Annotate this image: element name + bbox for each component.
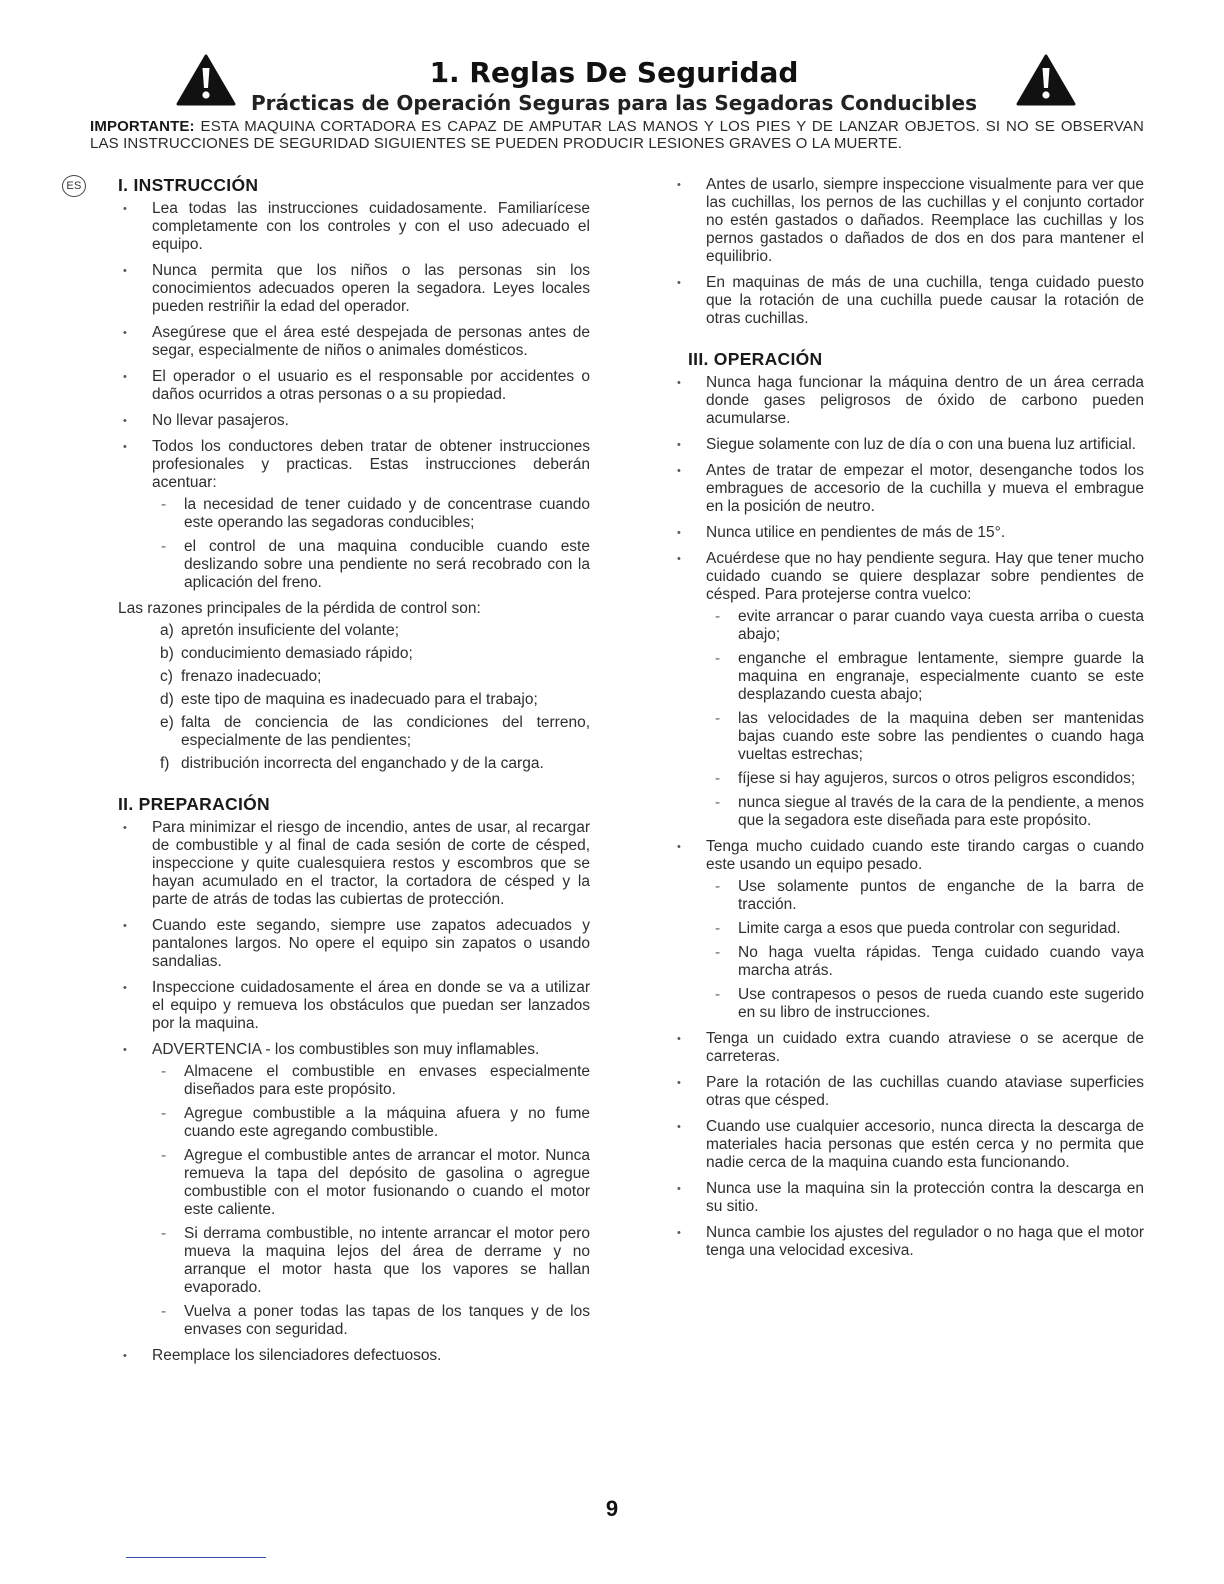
list-item: • Reemplace los silenciadores defectuosos. [118,1347,590,1365]
list-item-text: Tenga mucho cuidado cuando este tirando cargas o cuando este usando un equipo pesado. [706,838,1144,873]
important-label: IMPORTANTE: [90,118,195,135]
reason-item [160,691,590,709]
list-item: • Antes de tratar de empezar el motor, desenganche todos los embragues de accesorio de la cuchilla y mueva el embrague en la posición de neutro. [672,462,1144,516]
reason-key: a) [160,622,174,639]
sub-list-item: - la necesidad de tener cuidado y de concentrase cuando este operando las segadoras conducibles; [152,496,590,532]
sub-list-item: - Vuelva a poner todas las tapas de los tanques y de los envases con seguridad. [152,1303,590,1339]
sub-list-item: - No haga vuelta rápidas. Tenga cuidado cuando vaya marcha atrás. [706,944,1144,980]
right-column [672,176,1144,1268]
important-notice [90,118,1144,152]
sub-list-item: - nunca siegue al través de la cara de la pendiente, a menos que la segadora este diseñada para este propósito. [706,794,1144,830]
section-instruccion [66,175,590,195]
footer-divider [126,1557,266,1558]
sub-list-item: - evite arrancar o parar cuando vaya cuesta arriba o cuesta abajo; [706,608,1144,644]
section-operacion [688,350,1144,368]
list-item: • En maquinas de más de una cuchilla, tenga cuidado puesto que la rotación de una cuchilla puede causar la rotación de otras cuchillas. [672,274,1144,328]
warning-triangle-icon [1016,54,1076,106]
reason-text: conducimiento demasiado rápido; [181,645,413,662]
list-item: • Siegue solamente con luz de día o con una buena luz artificial. [672,436,1144,454]
sub-list-item: - Limite carga a esos que pueda controlar con seguridad. [706,920,1144,938]
list-item [672,550,1144,830]
list-item [118,438,590,592]
sub-list [152,496,590,592]
sub-list [706,608,1144,830]
reason-text: distribución incorrecta del enganchado y de la carga. [181,755,544,772]
list-item: • Nunca haga funcionar la máquina dentro de un área cerrada donde gases peligrosos de óxido de carbono pueden acumularse. [672,374,1144,428]
section-preparacion [118,795,590,813]
preparacion-list-continued [672,176,1144,328]
list-item: • Antes de usarlo, siempre inspeccione visualmente para ver que las cuchillas, los pernos de las cuchillas y el conjunto cortador no estén gastados o dañados. Reemplace las cuchillas y los pernos gastados o dañados de dos en dos para mantener el equilibrio. [672,176,1144,266]
reason-key: b) [160,645,174,662]
list-item: • Asegúrese que el área esté despejada de personas antes de segar, especialmente de niños o animales domésticos. [118,324,590,360]
section-title: I. INSTRUCCIÓN [118,175,259,195]
sub-list-item: - Almacene el combustible en envases especialmente diseñados para este propósito. [152,1063,590,1099]
list-item: • Nunca utilice en pendientes de más de 15°. [672,524,1144,542]
reason-key: e) [160,714,174,731]
reason-text: frenazo inadecuado; [181,668,322,685]
list-item: • Lea todas las instrucciones cuidadosamente. Familiarícese completamente con los controles y con el uso adecuado el equipo. [118,200,590,254]
instruccion-list [118,200,590,592]
list-item [118,1041,590,1339]
page-title: 1. Reglas De Seguridad [429,56,799,89]
list-item: • No llevar pasajeros. [118,412,590,430]
list-item-text: ADVERTENCIA - los combustibles son muy inflamables. [152,1041,540,1058]
list-item-text: Todos los conductores deben tratar de obtener instrucciones profesionales y practicas. Estas instrucciones deberán acentuar: [152,438,590,491]
sub-list-item: - Si derrama combustible, no intente arrancar el motor pero mueva la maquina lejos del área de derrame y no arranque el motor hasta que los vapores se hallan evaporado. [152,1225,590,1297]
list-item: • El operador o el usuario es el responsable por accidentes o daños ocurridos a otras personas o a su propiedad. [118,368,590,404]
list-item: • Nunca cambie los ajustes del regulador o no haga que el motor tenga una velocidad excesiva. [672,1224,1144,1260]
language-es-icon: ES [62,175,86,197]
list-item: • Cuando use cualquier accesorio, nunca directa la descarga de materiales hacia personas que estén cerca y no permita que nadie cerca de la maquina cuando esta funcionando. [672,1118,1144,1172]
sub-list-item: - Use solamente puntos de enganche de la barra de tracción. [706,878,1144,914]
reason-key: d) [160,691,174,708]
reason-key: f) [160,755,170,772]
section-title: II. PREPARACIÓN [118,794,270,814]
page-number: 9 [605,1496,619,1521]
preparacion-list [118,819,590,1365]
page-subtitle: Prácticas de Operación Seguras para las Segadoras Conducibles [251,91,977,115]
list-item [672,838,1144,1022]
list-item: • Nunca use la maquina sin la protección contra la descarga en su sitio. [672,1180,1144,1216]
warning-triangle-icon [176,54,236,106]
reason-text: apretón insuficiente del volante; [181,622,400,639]
page-header [240,56,988,116]
reason-text: este tipo de maquina es inadecuado para el trabajo; [181,691,538,708]
sub-list-item: - el control de una maquina conducible cuando este deslizando sobre una pendiente no será recobrado con la aplicación del freno. [152,538,590,592]
sub-list-item: - Agregue combustible a la máquina afuera y no fume cuando este agregando combustible. [152,1105,590,1141]
reason-item [160,645,590,663]
section-title: III. OPERACIÓN [688,349,823,369]
sub-list-item: - fíjese si hay agujeros, surcos o otros peligros escondidos; [706,770,1144,788]
reason-item [160,714,590,750]
list-item: • Pare la rotación de las cuchillas cuando ataviase superficies otras que césped. [672,1074,1144,1110]
left-column [66,175,590,1373]
sub-list-item: - enganche el embrague lentamente, siempre guarde la maquina en engranaje, especialmente cuanto se este desplazando cuesta abajo; [706,650,1144,704]
sub-list-item: - Agregue el combustible antes de arrancar el motor. Nunca remueva la tapa del depósito de gasolina o agregue combustible con el motor fusionando o cuando el motor este caliente. [152,1147,590,1219]
list-item: • Cuando este segando, siempre use zapatos adecuados y pantalones largos. No opere el equipo sin zapatos o usando sandalias. [118,917,590,971]
reason-item [160,668,590,686]
sub-list-item: - las velocidades de la maquina deben ser mantenidas bajas cuando este sobre las pendientes o cuando haga vueltas estrechas; [706,710,1144,764]
important-text: ESTA MAQUINA CORTADORA ES CAPAZ DE AMPUTAR LAS MANOS Y LOS PIES Y DE LANZAR OBJETOS. SI NO SE OBSERVAN LAS INSTRUCCIONES DE SEGURIDAD SIGUIENTES SE PUEDEN PRODUCIR LESIONES GRAVES O LA MUERTE. [90,118,1144,152]
sub-list [152,1063,590,1339]
sub-list [706,878,1144,1022]
list-item: • Tenga un cuidado extra cuando atraviese o se acerque de carreteras. [672,1030,1144,1066]
list-item: • Nunca permita que los niños o las personas sin los conocimientos adecuados operen la segadora. Leyes locales pueden restriñir la edad del operador. [118,262,590,316]
operacion-list [672,374,1144,1260]
list-item: • Para minimizar el riesgo de incendio, antes de usar, al recargar de combustible y al final de cada sesión de corte de césped, inspeccione y quite cualesquiera restos y escombros que se hayan acumulado en el tractor, la cortadora de césped y la parte de atrás de todas las cubiertas de protección. [118,819,590,909]
reasons-intro: Las razones principales de la pérdida de control son: [118,600,481,617]
reason-item [160,755,590,773]
sub-list-item: - Use contrapesos o pesos de rueda cuando este sugerido en su libro de instrucciones. [706,986,1144,1022]
list-item: • Inspeccione cuidadosamente el área en donde se va a utilizar el equipo y remueva los obstáculos que puedan ser lanzados por la maquina. [118,979,590,1033]
reasons-list [118,622,590,773]
reason-key: c) [160,668,173,685]
list-item-text: Acuérdese que no hay pendiente segura. Hay que tener mucho cuidado cuando se quiere desplazar sobre pendientes de césped. Para protejerse contra vuelco: [706,550,1144,603]
reason-item [160,622,590,640]
reason-text: falta de conciencia de las condiciones del terreno, especialmente de las pendientes; [181,714,590,749]
